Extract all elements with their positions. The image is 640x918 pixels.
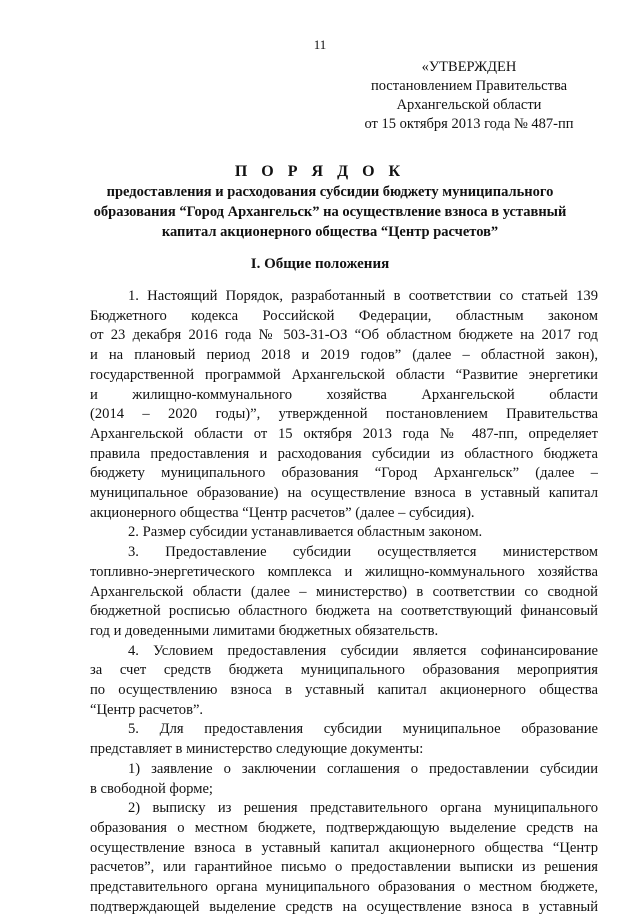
body-line: 5. Для предоставления субсидии муниципальное образование: [128, 721, 598, 738]
body-line: (2014 – 2020 годы)”, утвержденной постановлением Правительства: [90, 406, 598, 423]
body-line: правила предоставления и расходования субсидии из областного бюджета: [90, 445, 598, 462]
subtitle-line: предоставления и расходования субсидии бюджету муниципального: [106, 184, 554, 200]
body-line: 1) заявление о заключении соглашения о предоставлении субсидии: [128, 760, 598, 777]
body-line: от 23 декабря 2016 года № 503-31-ОЗ “Об областном бюджете на 2017 год: [90, 327, 598, 344]
subtitle-line: образования “Город Архангельск” на осуществление взноса в уставный: [93, 204, 567, 220]
body-line: расчетов”, или гарантийное письмо о предоставлении выписки из решения: [90, 859, 598, 876]
approval-line: постановлением Правительства: [370, 78, 568, 94]
body-line: осуществление взноса в уставный капитал акционерного общества “Центр: [90, 839, 598, 856]
body-line: бюджетной росписью областного бюджета на соответствующий финансовый: [90, 603, 598, 620]
body-line: за счет средств бюджета муниципального образования мероприятия: [90, 662, 598, 679]
body-line: и жилищно-коммунального хозяйства Архангельской области: [90, 386, 598, 403]
body-line: 4. Условием предоставления субсидии является софинансирование: [128, 642, 598, 659]
body-line: год и доведенными лимитами бюджетных обязательств.: [90, 622, 439, 639]
body-line: представительного органа муниципального образования о местном бюджете,: [90, 879, 598, 896]
approval-line: от 15 октября 2013 года № 487-пп: [364, 116, 574, 132]
body-line: по осуществлению взноса в уставный капитал акционерного общества: [90, 682, 598, 699]
document-subtitle: [60, 182, 600, 242]
body-line: представляет в министерство следующие документы:: [90, 741, 424, 758]
body-line: акционерного общества “Центр расчетов” (далее – субсидия).: [90, 504, 475, 521]
body-line: в свободной форме;: [90, 780, 213, 797]
body-line: Архангельской области от 15 октября 2013 года № 487-пп, определяет: [90, 425, 598, 442]
approval-line: «УТВЕРЖДЕН: [421, 59, 517, 75]
body-line: 1. Настоящий Порядок, разработанный в соответствии со статьей 139: [128, 288, 598, 304]
body-line: Архангельской области (далее – министерство) в соответствии со сводной: [90, 583, 598, 600]
body-line: 2. Размер субсидии устанавливается областным законом.: [128, 524, 483, 541]
body-line: 3. Предоставление субсидии осуществляется министерством: [128, 544, 598, 561]
body-line: подтверждающей выделение средств на осуществление взноса в уставный: [90, 898, 598, 915]
document-title: П О Р Я Д О К: [234, 163, 406, 180]
body-text: [90, 287, 598, 918]
body-line: муниципальное образование) на осуществление взноса в уставный капитал: [90, 485, 598, 502]
approval-block: [344, 58, 594, 134]
body-line: “Центр расчетов”.: [90, 701, 204, 718]
body-line: образования о местном бюджете, подтверждающую выделение средств на: [90, 819, 598, 836]
body-line: 2) выписку из решения представительного органа муниципального: [128, 800, 598, 817]
body-line: Бюджетного кодекса Российской Федерации, областным законом: [90, 307, 598, 324]
body-line: государственной программой Архангельской области “Развитие энергетики: [90, 366, 598, 383]
body-line: топливно-энергетического комплекса и жилищно-коммунального хозяйства: [90, 563, 598, 580]
approval-line: Архангельской области: [396, 97, 542, 113]
section-heading: I. Общие положения: [250, 256, 390, 272]
subtitle-line: капитал акционерного общества “Центр расчетов”: [161, 224, 499, 240]
page-number: 11: [313, 37, 327, 52]
body-line: бюджету муниципального образования “Город Архангельск” (далее –: [90, 465, 598, 482]
body-line: и на плановый период 2018 и 2019 годов” (далее – областной закон),: [90, 347, 598, 364]
